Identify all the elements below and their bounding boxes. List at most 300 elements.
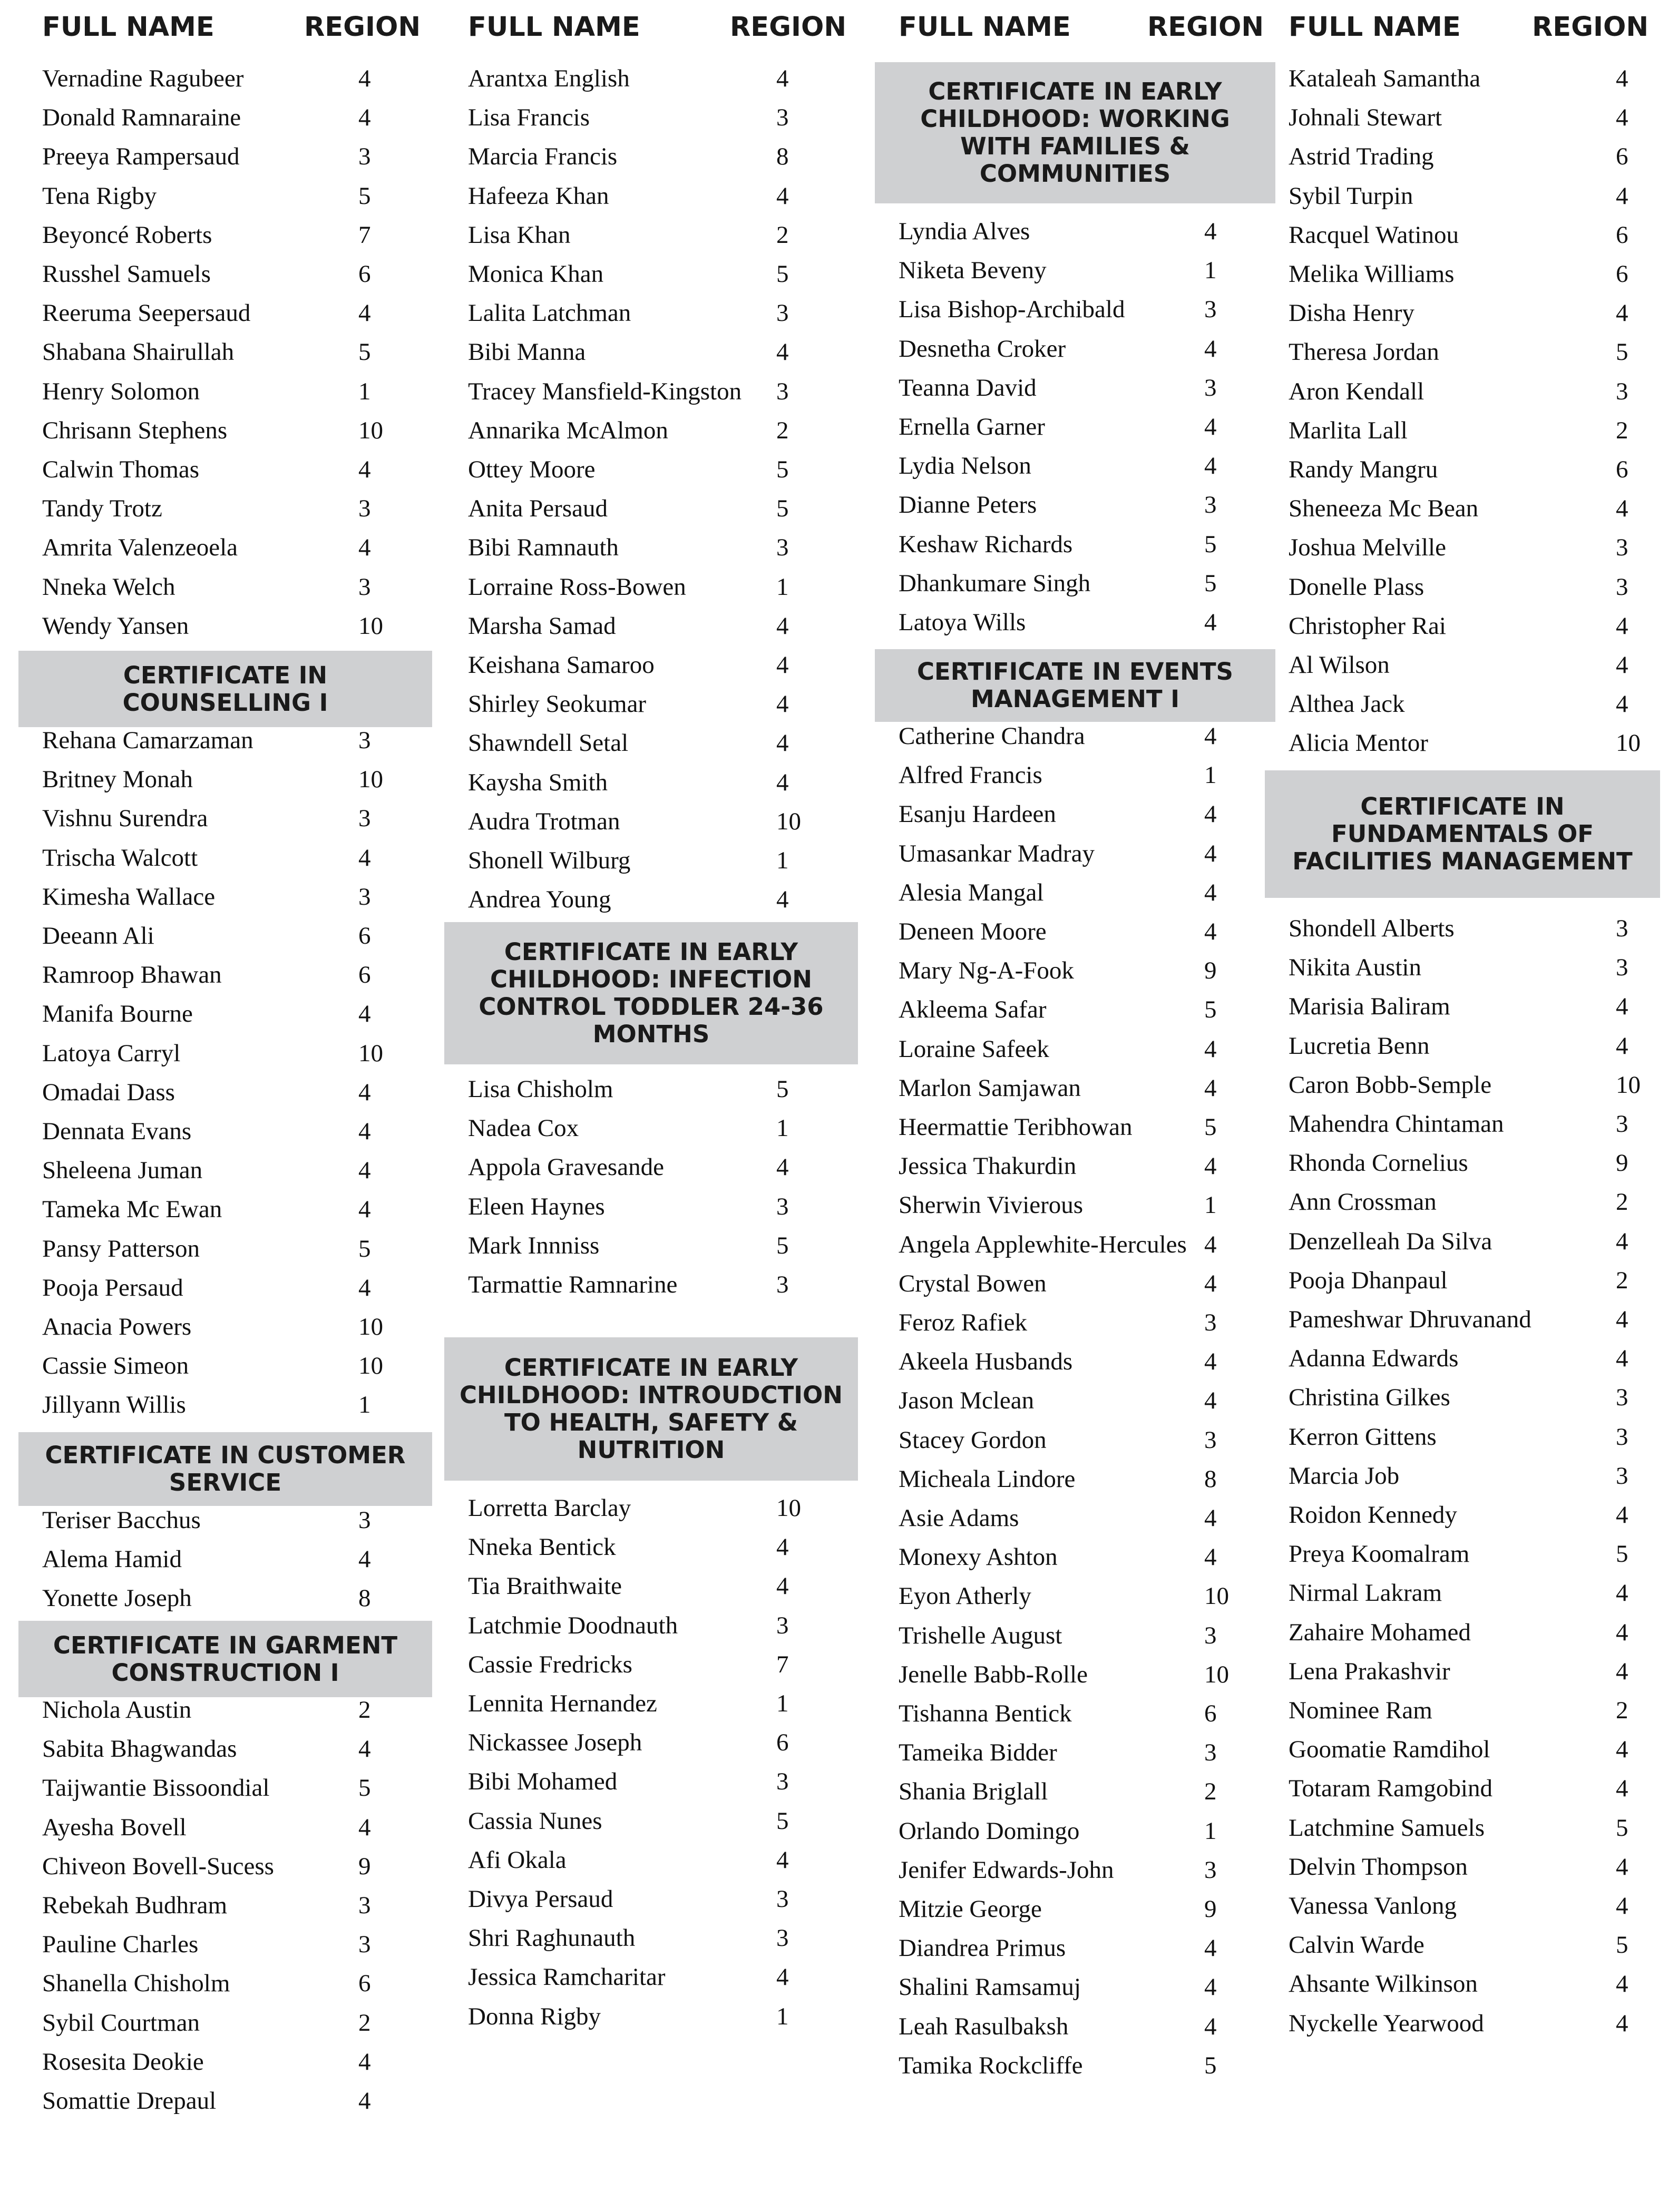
table-row <box>875 1582 1275 1618</box>
full-name-cell: Sherwin Vivierous <box>899 1191 1084 1219</box>
table-row <box>1265 494 1660 530</box>
full-name-cell: Eyon Atherly <box>899 1582 1031 1610</box>
region-cell: 4 <box>1204 1348 1217 1376</box>
table-row <box>18 64 432 100</box>
region-cell: 3 <box>358 1892 371 1919</box>
full-name-cell: Ayesha Bovell <box>42 1813 187 1841</box>
full-name-cell: Lorretta Barclay <box>468 1494 631 1522</box>
table-row <box>18 2087 432 2122</box>
table-row <box>875 995 1275 1031</box>
region-cell: 9 <box>358 1852 371 1880</box>
full-name-cell: Angela Applewhite-Hercules <box>899 1230 1187 1258</box>
table-row <box>444 416 858 452</box>
region-cell: 3 <box>776 104 789 132</box>
table-row <box>1265 1032 1660 1068</box>
table-row <box>18 765 432 801</box>
region-cell: 4 <box>1616 1736 1628 1764</box>
region-cell: 4 <box>1616 651 1628 679</box>
table-row <box>1265 1696 1660 1732</box>
table-row <box>444 1270 858 1306</box>
region-header: REGION <box>1532 12 1648 43</box>
table-row <box>1265 142 1660 178</box>
table-row <box>1265 299 1660 335</box>
table-row <box>18 1078 432 1114</box>
region-cell: 2 <box>776 416 789 444</box>
table-row <box>444 690 858 726</box>
region-cell: 10 <box>358 612 383 640</box>
full-name-header: FULL NAME <box>1289 12 1461 43</box>
full-name-cell: Nirmal Lakram <box>1289 1579 1442 1607</box>
table-row <box>18 2009 432 2044</box>
region-cell: 9 <box>1204 957 1217 985</box>
full-name-cell: Teriser Bacchus <box>42 1506 201 1534</box>
full-name-cell: Lucretia Benn <box>1289 1032 1430 1060</box>
table-row <box>1265 1266 1660 1302</box>
full-name-cell: Trishelle August <box>899 1621 1062 1649</box>
region-cell: 3 <box>776 1611 789 1639</box>
table-row <box>444 455 858 491</box>
table-row <box>875 1621 1275 1657</box>
full-name-cell: Ann Crossman <box>1289 1188 1437 1216</box>
region-cell: 4 <box>1616 1775 1628 1803</box>
region-cell: 4 <box>1616 299 1628 327</box>
table-row <box>444 807 858 843</box>
region-cell: 1 <box>776 1690 789 1717</box>
full-name-cell: Randy Mangru <box>1289 456 1438 483</box>
full-name-cell: Chiveon Bovell-Sucess <box>42 1852 274 1880</box>
region-cell: 4 <box>776 1533 789 1561</box>
region-cell: 4 <box>1204 1269 1217 1297</box>
table-row <box>1265 1227 1660 1263</box>
table-row <box>444 1572 858 1608</box>
full-name-cell: Nneka Welch <box>42 573 175 601</box>
table-row <box>18 804 432 840</box>
region-cell: 4 <box>1204 1543 1217 1571</box>
full-name-cell: Omadai Dass <box>42 1078 175 1106</box>
table-row <box>875 335 1275 370</box>
table-row <box>1265 1970 1660 2005</box>
region-cell: 4 <box>1616 1892 1628 1920</box>
full-name-cell: Lisa Bishop-Archibald <box>899 296 1125 324</box>
table-row <box>1265 64 1660 100</box>
full-name-cell: Esanju Hardeen <box>899 800 1056 828</box>
table-row <box>875 917 1275 953</box>
table-row <box>18 533 432 569</box>
full-name-cell: Alema Hamid <box>42 1545 182 1573</box>
region-cell: 4 <box>1616 993 1628 1021</box>
table-row <box>444 1807 858 1843</box>
region-cell: 5 <box>1204 996 1217 1024</box>
table-row <box>875 413 1275 448</box>
table-row <box>875 1465 1275 1501</box>
region-cell: 4 <box>1616 65 1628 92</box>
region-cell: 4 <box>1204 839 1217 867</box>
section-title: CERTIFICATE IN EARLY CHILDHOOD: WORKING WITH FAMILIES & COMMUNITIES <box>875 62 1275 203</box>
table-row <box>444 377 858 413</box>
table-row <box>875 608 1275 644</box>
full-name-cell: Lennita Hernandez <box>468 1690 657 1717</box>
full-name-cell: Catherine Chandra <box>899 722 1085 750</box>
full-name-cell: Arantxa English <box>468 65 630 92</box>
table-row <box>1265 1540 1660 1575</box>
column-3 <box>875 0 1275 2212</box>
column-1 <box>18 0 432 2212</box>
full-name-cell: Henry Solomon <box>42 377 200 405</box>
table-row <box>1265 1657 1660 1693</box>
table-row <box>444 1885 858 1921</box>
full-name-cell: Tarmattie Ramnarine <box>468 1271 678 1298</box>
region-cell: 3 <box>776 1192 789 1220</box>
full-name-cell: Ramroop Bhawan <box>42 961 222 989</box>
table-row <box>1265 103 1660 139</box>
table-row <box>1265 221 1660 257</box>
region-cell: 7 <box>776 1650 789 1678</box>
full-name-cell: Akeela Husbands <box>899 1348 1073 1376</box>
full-name-cell: Calvin Warde <box>1289 1931 1425 1959</box>
region-cell: 8 <box>776 143 789 171</box>
full-name-cell: Stacey Gordon <box>899 1426 1047 1454</box>
region-cell: 4 <box>358 65 371 92</box>
table-row <box>18 1735 432 1770</box>
full-name-cell: Adanna Edwards <box>1289 1345 1459 1373</box>
full-name-cell: Rehana Camarzaman <box>42 727 253 754</box>
table-row <box>1265 1383 1660 1419</box>
full-name-cell: Orlando Domingo <box>899 1817 1080 1845</box>
full-name-cell: Donald Ramnaraine <box>42 104 241 132</box>
full-name-cell: Eleen Haynes <box>468 1192 605 1220</box>
table-row <box>18 961 432 996</box>
full-name-cell: Melika Williams <box>1289 260 1455 288</box>
table-row <box>1265 1814 1660 1849</box>
table-row <box>875 761 1275 797</box>
full-name-cell: Astrid Trading <box>1289 143 1434 171</box>
region-cell: 1 <box>776 1114 789 1142</box>
table-row <box>1265 1423 1660 1459</box>
region-cell: 3 <box>1616 1462 1628 1490</box>
table-row <box>1265 1071 1660 1107</box>
region-cell: 4 <box>1204 878 1217 906</box>
region-cell: 5 <box>358 1774 371 1802</box>
full-name-cell: Ottey Moore <box>468 456 596 483</box>
full-name-cell: Kaysha Smith <box>468 768 608 796</box>
region-cell: 4 <box>358 1545 371 1573</box>
section-title: CERTIFICATE IN GARMENT CONSTRUCTION I <box>18 1621 432 1697</box>
table-row <box>1265 1149 1660 1185</box>
table-row <box>18 103 432 139</box>
full-name-cell: Shawndell Setal <box>468 729 629 757</box>
full-name-cell: Mark Innniss <box>468 1231 600 1259</box>
table-row <box>875 1152 1275 1188</box>
table-row <box>875 1426 1275 1462</box>
region-cell: 4 <box>1204 218 1217 245</box>
region-cell: 4 <box>1616 2009 1628 2037</box>
full-name-cell: Cassie Simeon <box>42 1352 189 1380</box>
table-row <box>18 1969 432 2005</box>
region-cell: 5 <box>1204 569 1217 597</box>
full-name-cell: Monexy Ashton <box>899 1543 1058 1571</box>
table-row <box>1265 612 1660 648</box>
table-row <box>18 1352 432 1387</box>
full-name-cell: Kataleah Samantha <box>1289 65 1481 92</box>
table-row <box>444 142 858 178</box>
region-cell: 4 <box>1616 1970 1628 1998</box>
region-cell: 4 <box>1616 182 1628 210</box>
full-name-cell: Anita Persaud <box>468 495 608 523</box>
table-row <box>444 885 858 921</box>
table-row <box>1265 729 1660 765</box>
region-cell: 8 <box>1204 1465 1217 1493</box>
full-name-cell: Tamika Rockcliffe <box>899 2051 1083 2079</box>
full-name-cell: Christina Gilkes <box>1289 1384 1450 1412</box>
table-row <box>444 1075 858 1111</box>
table-row <box>18 416 432 452</box>
table-row <box>1265 914 1660 950</box>
table-row <box>18 1813 432 1849</box>
full-name-cell: Nickassee Joseph <box>468 1729 642 1757</box>
full-name-cell: Monica Khan <box>468 260 604 288</box>
region-cell: 4 <box>1616 1227 1628 1255</box>
full-name-cell: Donna Rigby <box>468 2002 601 2030</box>
full-name-cell: Bibi Manna <box>468 338 586 366</box>
table-row <box>18 1391 432 1426</box>
table-row <box>444 573 858 609</box>
region-cell: 3 <box>776 377 789 405</box>
region-cell: 3 <box>1616 954 1628 982</box>
table-row <box>1265 953 1660 989</box>
full-name-cell: Shri Raghunauth <box>468 1924 636 1952</box>
full-name-cell: Tia Braithwaite <box>468 1572 622 1600</box>
full-name-cell: Kerron Gittens <box>1289 1423 1437 1451</box>
region-cell: 2 <box>358 1696 371 1724</box>
table-row <box>1265 182 1660 218</box>
full-name-cell: Reeruma Seepersaud <box>42 299 251 327</box>
full-name-cell: Shonell Wilburg <box>468 847 631 874</box>
region-cell: 3 <box>1204 1856 1217 1884</box>
full-name-header: FULL NAME <box>899 12 1071 43</box>
table-row <box>444 768 858 804</box>
region-cell: 1 <box>1204 761 1217 789</box>
region-cell: 4 <box>358 844 371 872</box>
table-row <box>875 1504 1275 1540</box>
region-cell: 3 <box>1616 377 1628 405</box>
full-name-cell: Crystal Bowen <box>899 1269 1047 1297</box>
table-row <box>18 455 432 491</box>
region-cell: 10 <box>358 416 383 444</box>
region-cell: 10 <box>1204 1660 1229 1688</box>
region-cell: 4 <box>358 2048 371 2076</box>
region-cell: 10 <box>776 1494 801 1522</box>
full-name-header: FULL NAME <box>468 12 640 43</box>
full-name-cell: Zahaire Mohamed <box>1289 1618 1471 1646</box>
table-row <box>875 878 1275 914</box>
region-cell: 5 <box>1204 2051 1217 2079</box>
table-row <box>18 922 432 957</box>
table-row <box>18 573 432 609</box>
table-row <box>1265 1501 1660 1536</box>
full-name-cell: Theresa Jordan <box>1289 338 1439 366</box>
region-cell: 4 <box>1204 1973 1217 2001</box>
region-cell: 3 <box>776 299 789 327</box>
full-name-cell: Rosesita Deokie <box>42 2048 204 2076</box>
section-title: CERTIFICATE IN COUNSELLING I <box>18 651 432 727</box>
table-row <box>18 1000 432 1035</box>
full-name-cell: Lisa Khan <box>468 221 571 249</box>
full-name-cell: Rebekah Budhram <box>42 1892 228 1919</box>
table-row <box>1265 533 1660 569</box>
full-name-cell: Alfred Francis <box>899 761 1042 789</box>
region-cell: 3 <box>1204 1426 1217 1454</box>
full-name-cell: Delvin Thompson <box>1289 1853 1468 1881</box>
full-name-cell: Keishana Samaroo <box>468 651 655 679</box>
region-cell: 4 <box>776 1572 789 1600</box>
full-name-cell: Marlita Lall <box>1289 416 1408 444</box>
region-cell: 6 <box>1204 1700 1217 1727</box>
full-name-cell: Ernella Garner <box>899 413 1045 441</box>
full-name-cell: Lisa Francis <box>468 104 590 132</box>
table-row <box>18 1852 432 1888</box>
full-name-cell: Sybil Turpin <box>1289 182 1413 210</box>
full-name-cell: Shabana Shairullah <box>42 338 235 366</box>
full-name-cell: Nichola Austin <box>42 1696 192 1724</box>
table-row <box>18 2048 432 2083</box>
region-cell: 10 <box>358 1313 383 1340</box>
region-cell: 4 <box>358 1157 371 1185</box>
full-name-cell: Cassia Nunes <box>468 1807 602 1835</box>
region-cell: 4 <box>1616 495 1628 523</box>
region-cell: 4 <box>776 1963 789 1991</box>
table-row <box>18 1506 432 1542</box>
full-name-cell: Cassie Fredricks <box>468 1650 632 1678</box>
region-cell: 3 <box>1616 1384 1628 1412</box>
region-cell: 6 <box>358 1970 371 1998</box>
column-header <box>1265 12 1660 48</box>
full-name-cell: Shanella Chisholm <box>42 1970 230 1998</box>
full-name-cell: Racquel Watinou <box>1289 221 1459 249</box>
table-row <box>875 1660 1275 1696</box>
table-row <box>444 533 858 569</box>
region-cell: 4 <box>358 1274 371 1301</box>
region-cell: 3 <box>1616 915 1628 942</box>
region-cell: 6 <box>776 1729 789 1757</box>
table-row <box>875 295 1275 331</box>
full-name-cell: Marcia Job <box>1289 1462 1400 1490</box>
region-cell: 4 <box>1616 1032 1628 1060</box>
full-name-cell: Keshaw Richards <box>899 530 1073 558</box>
full-name-cell: Nyckelle Yearwood <box>1289 2009 1484 2037</box>
table-row <box>1265 2009 1660 2045</box>
full-name-cell: Lydia Nelson <box>899 452 1031 480</box>
region-cell: 2 <box>1616 1697 1628 1724</box>
table-row <box>875 1856 1275 1892</box>
region-cell: 10 <box>358 1352 383 1380</box>
region-cell: 2 <box>1616 1188 1628 1216</box>
region-cell: 4 <box>1616 1853 1628 1881</box>
region-cell: 4 <box>1204 1035 1217 1063</box>
column-header <box>444 12 858 48</box>
full-name-cell: Alicia Mentor <box>1289 729 1428 757</box>
region-header: REGION <box>730 12 846 43</box>
table-row <box>18 1313 432 1348</box>
region-cell: 1 <box>1204 257 1217 285</box>
table-row <box>444 1153 858 1189</box>
full-name-cell: Mitzie George <box>899 1895 1042 1923</box>
table-row <box>18 1774 432 1809</box>
table-row <box>444 1650 858 1686</box>
table-row <box>875 1035 1275 1071</box>
full-name-cell: Lisa Chisholm <box>468 1075 613 1103</box>
full-name-cell: Sybil Courtman <box>42 2009 200 2037</box>
table-row <box>1265 1462 1660 1497</box>
region-cell: 4 <box>776 1153 789 1181</box>
region-cell: 4 <box>776 1846 789 1874</box>
table-row <box>18 1584 432 1620</box>
region-cell: 5 <box>1616 1540 1628 1568</box>
full-name-cell: Appola Gravesande <box>468 1153 664 1181</box>
region-cell: 10 <box>1616 1071 1641 1099</box>
full-name-cell: Loraine Safeek <box>899 1035 1049 1063</box>
region-cell: 6 <box>358 260 371 288</box>
region-cell: 5 <box>358 338 371 366</box>
region-cell: 1 <box>776 847 789 874</box>
table-row <box>18 260 432 296</box>
full-name-cell: Anacia Powers <box>42 1313 192 1340</box>
region-cell: 4 <box>1616 1579 1628 1607</box>
full-name-cell: Pameshwar Dhruvanand <box>1289 1306 1531 1333</box>
full-name-cell: Bibi Mohamed <box>468 1768 618 1796</box>
region-cell: 4 <box>1616 1501 1628 1529</box>
full-name-cell: Nikita Austin <box>1289 954 1421 982</box>
region-cell: 3 <box>358 495 371 523</box>
full-name-cell: Beyoncé Roberts <box>42 221 212 249</box>
column-header <box>875 12 1275 48</box>
table-row <box>18 142 432 178</box>
table-row <box>18 299 432 335</box>
full-name-cell: Vishnu Surendra <box>42 805 208 833</box>
table-row <box>1265 1344 1660 1380</box>
table-row <box>1265 1579 1660 1614</box>
table-row <box>1265 651 1660 687</box>
region-cell: 6 <box>1616 456 1628 483</box>
region-cell: 4 <box>1616 612 1628 640</box>
region-cell: 4 <box>1616 1306 1628 1333</box>
table-row <box>444 1533 858 1569</box>
table-row <box>875 839 1275 875</box>
section-title: CERTIFICATE IN CUSTOMER SERVICE <box>18 1432 432 1506</box>
region-cell: 4 <box>1204 2012 1217 2040</box>
region-cell: 3 <box>1204 491 1217 519</box>
table-row <box>444 1924 858 1960</box>
full-name-cell: Heermattie Teribhowan <box>899 1113 1133 1141</box>
table-row <box>875 217 1275 253</box>
region-cell: 1 <box>358 377 371 405</box>
region-cell: 4 <box>776 768 789 796</box>
full-name-cell: Lorraine Ross-Bowen <box>468 573 686 601</box>
table-row <box>875 1308 1275 1344</box>
region-cell: 4 <box>776 651 789 679</box>
region-cell: 4 <box>358 1078 371 1106</box>
region-cell: 3 <box>1616 573 1628 601</box>
table-row <box>18 844 432 879</box>
full-name-cell: Lalita Latchman <box>468 299 631 327</box>
region-cell: 6 <box>358 961 371 989</box>
table-row <box>1265 1774 1660 1810</box>
full-name-cell: Latchmie Doodnauth <box>468 1611 678 1639</box>
region-cell: 4 <box>358 299 371 327</box>
region-cell: 5 <box>776 456 789 483</box>
full-name-cell: Latchmine Samuels <box>1289 1814 1485 1842</box>
region-cell: 4 <box>358 1000 371 1028</box>
table-row <box>18 494 432 530</box>
